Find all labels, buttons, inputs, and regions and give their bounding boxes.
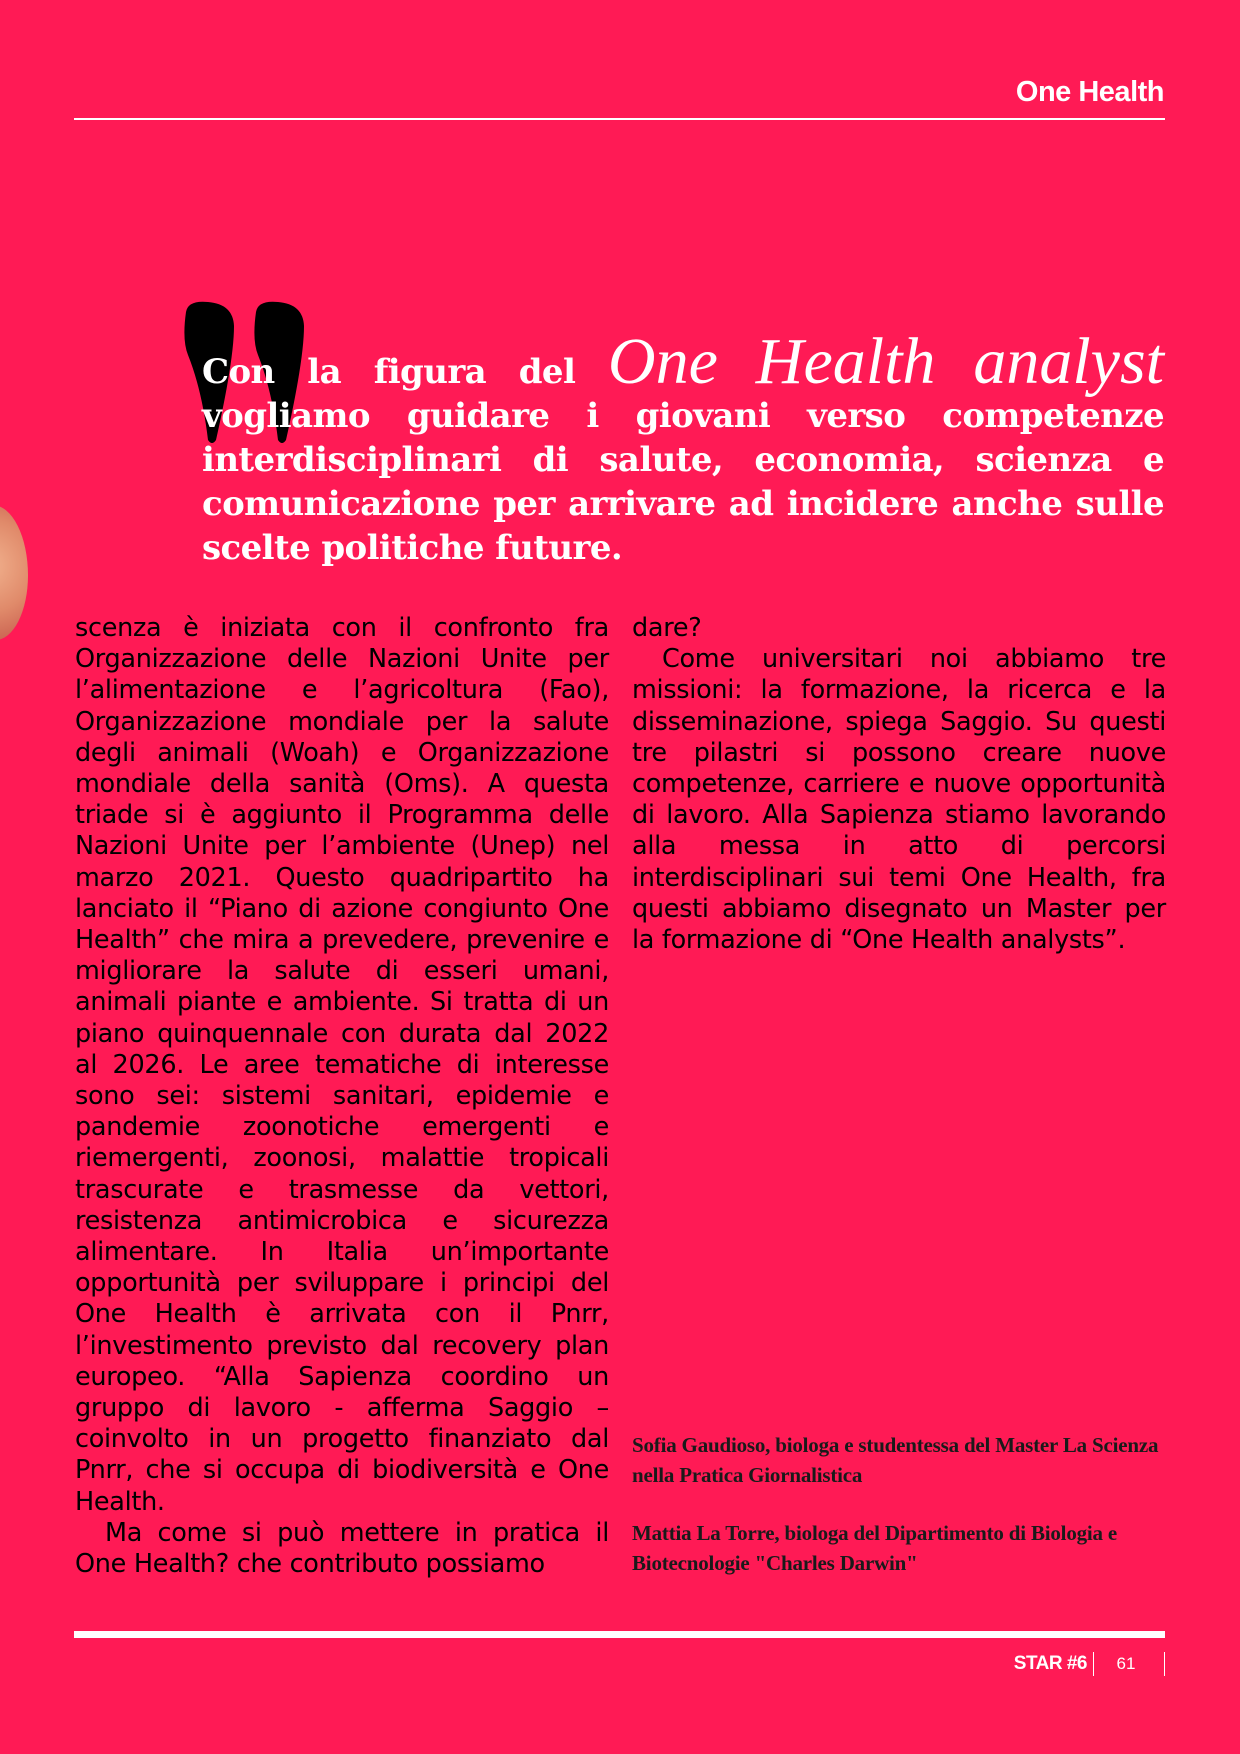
pull-quote [202,325,1164,570]
body-paragraph: dare? [632,613,702,643]
pull-quote-emphasis: One Health analyst [607,325,1164,398]
body-paragraph: scenza è iniziata con il confronto fra Organizzazione delle Nazioni Unite per l’alimentazione e l’agricoltura (Fao), Organizzazione mondiale per la salute degli animali (Woah) e Organizzazione mondiale della sanità (Oms). A questa triade si è aggiunto il Programma delle Nazioni Unite per l’ambiente (Unep) nel marzo 2021. Questo quadripartito ha lanciato il “Piano di azione congiunto One Health” che mira a prevedere, prevenire e migliorare la salute di esseri umani, animali piante e ambiente. Si tratta di un piano quinquennale con durata dal 2022 al 2026. Le aree tematiche di interesse sono sei: sistemi sanitari, epidemie e pandemie zoonotiche emergenti e riemergenti, zoonosi, malattie tropicali trascurate e trasmesse da vettori, resistenza antimicrobica e sicurezza alimentare. In Italia un’importante opportunità per sviluppare i principi del One Health è arrivata con il Pnrr, l’investimento previsto dal recovery plan europeo. “Alla Sapienza coordino un gruppo di lavoro - afferma Saggio – coinvolto in un progetto finanziato dal Pnrr, che si occupa di biodiversità e One Health. [75,613,609,1517]
footer-divider [1164,1652,1165,1676]
author-credit: Mattia La Torre, biologa del Dipartimento di Biologia e Biotecnologie "Charles Darwin" [632,1521,1118,1575]
author-credit: Sofia Gaudioso, biologa e studentessa del Master La Scienza nella Pratica Giornalistica [632,1433,1159,1487]
pull-quote-start: Con la figura del [202,352,608,392]
footer [1014,1650,1165,1678]
magazine-issue: STAR #6 [1013,1653,1087,1674]
body-paragraph: Ma come si può mettere in pratica il One Health? che contributo possiamo [75,1517,609,1580]
header-section-title: One Health [1015,76,1164,108]
body-paragraph: Come universitari noi abbiamo tre missioni: la formazione, la ricerca e la disseminazione, spiega Saggio. Su questi tre pilastri si possono creare nuove competenze, carriere e nuove opportunità di lavoro. Alla Sapienza stiamo lavorando alla messa in atto di percorsi interdisciplinari sui temi One Health, fra questi abbiamo disegnato un Master per la formazione di “One Health analysts”. [632,644,1166,956]
decorative-blob [0,505,28,640]
page-number: 61 [1116,1654,1136,1673]
footer-rule [74,1631,1165,1638]
body-column-right [632,613,1166,956]
pull-quote-end: vogliamo guidare i giovani verso competenze interdisciplinari di salute, economia, scienza e comunicazione per arrivare ad incidere anche sulle scelte politiche future. [202,396,1164,568]
header-rule [74,118,1165,120]
body-column-left [75,613,609,1580]
author-credits [632,1430,1166,1606]
